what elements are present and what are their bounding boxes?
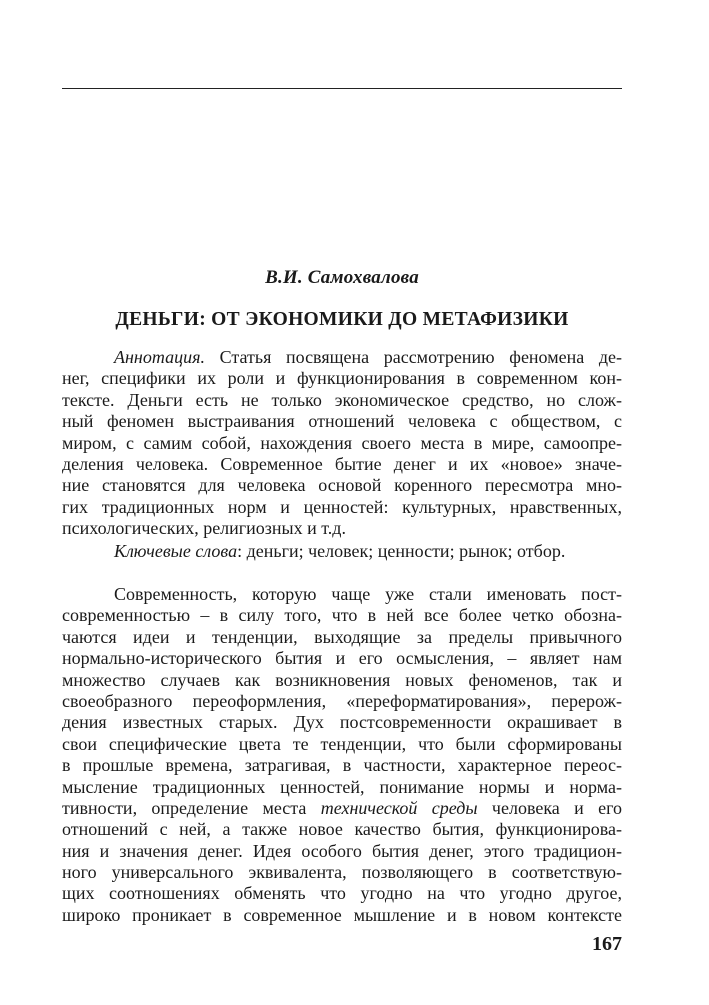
- body-line: мысление традиционных ценностей, понимание нормы и норма-: [62, 776, 622, 797]
- author-name: В.И. Самохвалова: [265, 267, 419, 288]
- abstract-line: гих традиционных норм и ценностей: культурных, нравственных,: [62, 496, 622, 517]
- keywords-text: : деньги; человек; ценности; рынок; отбор.: [237, 541, 566, 561]
- body-line: современностью – в силу того, что в ней все более четко обозна-: [62, 605, 622, 626]
- body-line: тивности, определение места технической среды человека и его: [62, 797, 622, 818]
- emphasis-technical-environment: технической среды: [320, 797, 478, 818]
- body-line: множество случаев как возникновения новых феноменов, так и: [62, 669, 622, 690]
- body-line: чаются идеи и тенденции, выходящие за пределы привычного: [62, 626, 622, 647]
- abstract-line: нег, специфики их роли и функционирования в современном кон-: [62, 368, 622, 389]
- body-line: своеобразного переоформления, «переформатирования», перерож-: [62, 690, 622, 711]
- body-line: широко проникает в современное мышление и в новом контексте: [62, 904, 622, 925]
- body-line: дения известных старых. Дух постсовременности окрашивает в: [62, 712, 622, 733]
- abstract-line: тексте. Деньги есть не только экономическое средство, но слож-: [62, 389, 622, 410]
- abstract-line: ние становятся для человека основой коренного пересмотра мно-: [62, 475, 622, 496]
- abstract-line: деления человека. Современное бытие денег и их «новое» значе-: [62, 453, 622, 474]
- page-number: 167: [592, 933, 622, 955]
- body-line: ния и значения денег. Идея особого бытия денег, этого традицион-: [62, 840, 622, 861]
- keywords-label: Ключевые слова: [114, 541, 238, 561]
- keywords: [62, 541, 622, 562]
- body-line: щих соотношениях обменять что угодно на что угодно другое,: [62, 883, 622, 904]
- body-line: Современность, которую чаще уже стали именовать пост-: [114, 584, 622, 604]
- body-line: отношений с ней, а также новое качество бытия, функционирова-: [62, 819, 622, 840]
- keywords-line: [62, 541, 622, 562]
- abstract-line: ный феномен выстраивания отношений человека с обществом, с: [62, 411, 622, 432]
- body-line: свои специфические цвета те тенденции, что были сформированы: [62, 733, 622, 754]
- body-line: ного универсального эквивалента, позволяющего в соответствую-: [62, 862, 622, 883]
- top-rule: [62, 88, 622, 89]
- abstract-line: миром, с самим собой, нахождения своего места в мире, самоопре-: [62, 432, 622, 453]
- body-text: [62, 584, 622, 926]
- body-line: нормально-исторического бытия и его осмысления, – являет нам: [62, 648, 622, 669]
- abstract-line: психологических, религиозных и т.д.: [62, 518, 346, 539]
- article-title: ДЕНЬГИ: ОТ ЭКОНОМИКИ ДО МЕТАФИЗИКИ: [115, 309, 569, 330]
- abstract-label: Аннотация.: [114, 347, 205, 367]
- abstract-line: Аннотация. Статья посвящена рассмотрению феномена де-: [114, 347, 623, 367]
- abstract: [62, 347, 622, 540]
- body-line: в прошлые времена, затрагивая, в частности, характерное переос-: [62, 755, 622, 776]
